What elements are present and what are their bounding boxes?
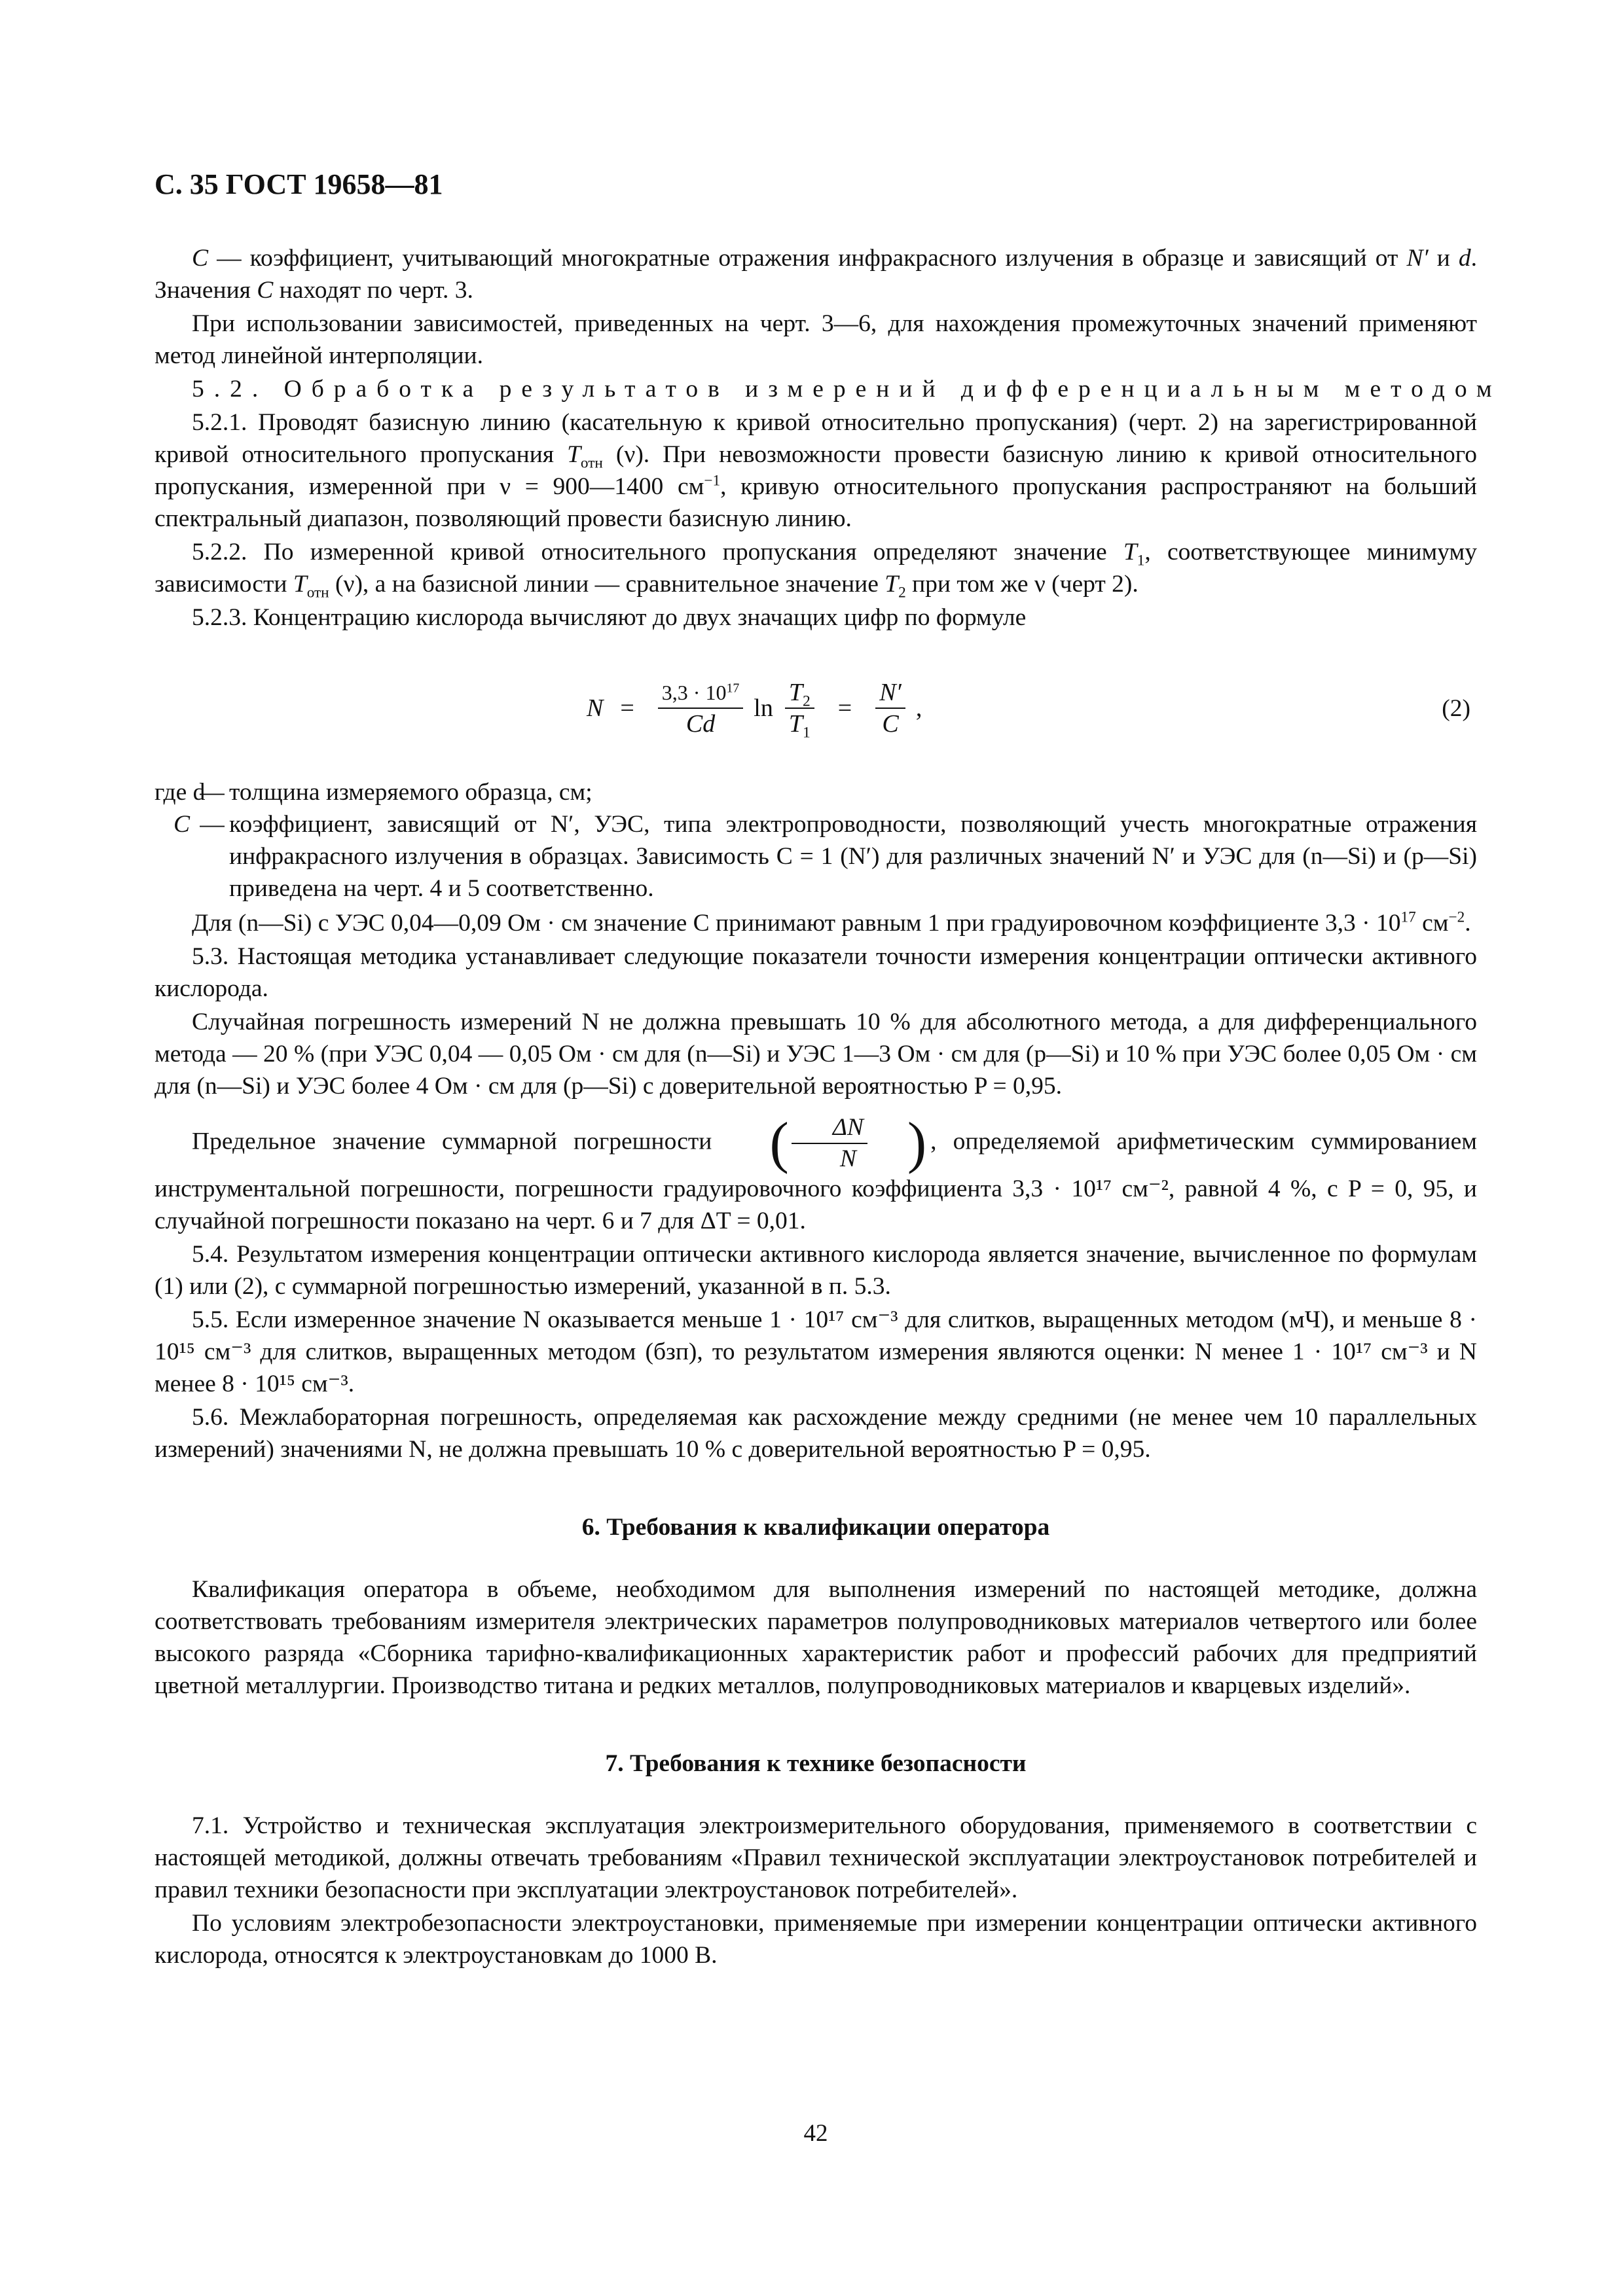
c-symbol: C xyxy=(882,710,899,738)
paragraph-5-2-2: 5.2.2. По измеренной кривой относительного пропускания определяют значение $T_1$, соответствующее минимуму зависимости $T_{отн}$ (ν), а на базисной линии — сравнительное значение $T_2$ при том же ν (черт 2). xyxy=(155,539,1477,601)
section-5-2-heading: 5.2. Обработка результатов измерений дифференциальным методом xyxy=(192,376,1502,403)
section-6-heading: 6. Требования к квалификации оператора xyxy=(581,1514,1050,1541)
text-find: находят по черт. 3. xyxy=(279,277,473,304)
paragraph-5-2-1: 5.2.1. Проводят базисную линию (касательную к кривой относительно пропускания) (черт. 2) на зарегистрированной кривой относительного пропускания $T_{отн}$ (ν). При невозможности провести базисную линию к кривой относительного пропускания, измеренной при ν = 900—1400 $см^{-1}$, кривую относительного пропускания распространяют на больший спектральный диапазон, позволяющий провести базисную линию. xyxy=(155,409,1477,532)
paragraph-5-4: 5.4. Результатом измерения концентрации оптически активного кислорода является значение, вычисленное по формулам (1) или (2), с суммарной погрешностью измерений, указанной в п. 5.3. xyxy=(155,1241,1477,1300)
delta-n-symbol: ΔN xyxy=(832,1114,864,1141)
text-5-2-1a: 5.2.1. Проводят базисную линию (касательную к кривой относительно пропускания) (черт. 2) на зарегистрированной кривой относительного пропускания xyxy=(155,409,1477,468)
delta-n-over-n: ( $\frac{\Delta N}{N}$ ) xyxy=(769,1111,927,1175)
n-symbol: N xyxy=(839,1145,856,1172)
paragraph-interpolation: При использовании зависимостей, приведенных на черт. 3—6, для нахождения промежуточных значений применяют метод линейной интерполяции. xyxy=(155,310,1477,369)
page-number: 42 xyxy=(803,2120,828,2147)
text-c-definition: — коэффициент, учитывающий многократные отражения инфракрасного излучения в образце и зависящий от xyxy=(217,245,1398,272)
document-body xyxy=(155,242,1502,1973)
n-si-exponent: 17 xyxy=(1400,908,1416,926)
def-term-d: где d xyxy=(155,779,206,806)
def-text-d: толщина измеряемого образца, см; xyxy=(229,779,593,806)
formula-coefficient xyxy=(658,679,743,738)
paragraph-c-definition: C — коэффициент, учитывающий многократные отражения инфракрасного излучения в образце и зависящий от N′ и d. Значения C находят по черт. 3. xyxy=(155,245,1478,304)
document-page xyxy=(155,0,1502,2296)
text-5-2-2b: , соответствующее минимуму зависимости xyxy=(155,539,1477,598)
t2-symbol: T xyxy=(788,679,803,706)
text-and: и xyxy=(1436,245,1450,272)
text-5-2-1c: , кривую относительного пропускания распространяют на больший спектральный диапазон, позволяющий провести базисную линию. xyxy=(155,473,1477,532)
formula-lhs: N xyxy=(587,694,604,722)
coef-denominator: Cd xyxy=(685,710,716,738)
paragraph-7-2: По условиям электробезопасности электроустановки, применяемые при измерении концентрации оптически активного кислорода, относятся к электроустановкам до 1000 В. xyxy=(155,1910,1477,1969)
formula-number: (2) xyxy=(1442,695,1470,722)
paragraph-5-2-3: 5.2.3. Концентрацию кислорода вычисляют до двух значащих цифр по формуле xyxy=(192,604,1027,631)
t1-symbol: T xyxy=(788,710,803,738)
n-si-unit-exponent: −2 xyxy=(1448,908,1465,926)
paragraph-n-si: Для (n—Si) с УЭС 0,04—0,09 Ом · см значение C принимают равным 1 при градуировочном коэффициенте $3,3 \cdot 10^{17}$ $см^{-2}$. xyxy=(192,908,1471,937)
text-5-2-1b: (ν). При невозможности провести базисную линию к кривой относительного пропускания, измеренной при ν = 900—1400 см xyxy=(155,441,1477,500)
paragraph-6: Квалификация оператора в объеме, необходимом для выполнения измерений по настоящей методике, должна соответствовать требованиям измерителя электрических параметров полупроводниковых материалов четвертого или более высокого разряда «Сборника тарифно-квалификационных характеристик работ и профессий рабочих для предприятий цветной металлургии. Производство титана и редких металлов, полупроводниковых материалов и кварцевых изделий». xyxy=(155,1576,1477,1699)
coef-numerator: 3,3 · 10 xyxy=(661,681,727,704)
formula-equals: = xyxy=(620,694,634,722)
paragraph-limit-error xyxy=(155,1111,1478,1237)
paragraph-5-5: 5.5. Если измеренное значение N оказывается меньше 1 · 10¹⁷ см⁻³ для слитков, выращенных методом (мЧ), и меньше 8 · 10¹⁵ см⁻³ для слитков, выращенных методом (бзп), то результатом измерения являются оценки: N менее 1 · 10¹⁷ см⁻³ и N менее 8 · 10¹⁵ см⁻³. xyxy=(155,1306,1477,1397)
def-dash-d: — xyxy=(200,779,225,806)
coef-exponent: 17 xyxy=(726,681,740,696)
formula-comma: , xyxy=(915,694,922,722)
formula-t-ratio xyxy=(785,679,814,742)
text-5-2-2a: 5.2.2. По измеренной кривой относительного пропускания определяют значение xyxy=(192,539,1107,565)
t2-subscript: 2 xyxy=(802,692,811,710)
def-dash-c: — xyxy=(200,811,225,838)
paragraph-5-6: 5.6. Межлабораторная погрешность, определяемая как расхождение между средними (не менее чем 10 параллельных измерений) значениями N, не должна превышать 10 % с доверительной вероятностью P = 0,95. xyxy=(155,1404,1477,1463)
text-5-2-2c: (ν), а на базисной линии — сравнительное значение xyxy=(335,571,879,598)
paragraph-5-3: 5.3. Настоящая методика устанавливает следующие показатели точности измерения концентрации оптически активного кислорода. xyxy=(155,943,1477,1002)
def-term-c: C xyxy=(173,811,190,838)
def-text-c: коэффициент, зависящий от N′, УЭС, типа электропроводности, позволяющий учесть многократные отражения инфракрасного излучения в образцах. Зависимость C = 1 (N′) для различных значений N′ и УЭС для (n—Si) и (p—Si) приведена на черт. 4 и 5 соответственно. xyxy=(229,811,1477,902)
text-5-2-2d: при том же ν (черт 2). xyxy=(912,571,1139,598)
text-limit-b: , определяемой арифметическим суммированием инструментальной погрешности, погрешности градуировочного коэффициента 3,3 · 10¹⁷ см⁻², равной 4 %, с P = 0, 95, и случайной погрешности показано на черт. 6 и 7 для ΔT = 0,01. xyxy=(155,1128,1478,1234)
n-prime-symbol: N′ xyxy=(879,679,902,706)
paragraph-7-1: 7.1. Устройство и техническая эксплуатация электроизмерительного оборудования, применяемого в соответствии с настоящей методикой, должны отвечать требованиям «Правил технической эксплуатации электроустановок потребителей и правил техники безопасности при эксплуатации электроустановок потребителей». xyxy=(155,1812,1477,1903)
formula-2 xyxy=(155,660,1477,757)
section-7-heading: 7. Требования к технике безопасности xyxy=(605,1750,1027,1777)
text-n-si: Для (n—Si) с УЭС 0,04—0,09 Ом · см значение C принимают равным 1 при градуировочном коэффициенте 3,3 · 10 xyxy=(192,910,1401,937)
n-si-unit: см xyxy=(1422,910,1449,937)
formula-expression xyxy=(587,660,922,757)
formula-n-over-c xyxy=(875,679,905,738)
text-limit-a: Предельное значение суммарной погрешности xyxy=(192,1128,712,1155)
paragraph-random-error: Случайная погрешность измерений N не должна превышать 10 % для абсолютного метода, а для дифференциального метода — 20 % (при УЭС 0,04 — 0,05 Ом · см для (n—Si) и УЭС 1—3 Ом · см для (p—Si) и 10 % при УЭС более 0,05 Ом · см для (n—Si) и УЭС более 4 Ом · см для (p—Si) с доверительной вероятностью P = 0,95. xyxy=(155,1009,1477,1100)
definition-list xyxy=(155,776,1477,905)
text-values: . Значения xyxy=(155,245,1478,304)
formula-ln: ln xyxy=(754,694,773,722)
formula-equals-2: = xyxy=(837,694,852,722)
t1-subscript: 1 xyxy=(802,724,811,742)
running-header: С. 35 ГОСТ 19658—81 xyxy=(155,168,443,200)
